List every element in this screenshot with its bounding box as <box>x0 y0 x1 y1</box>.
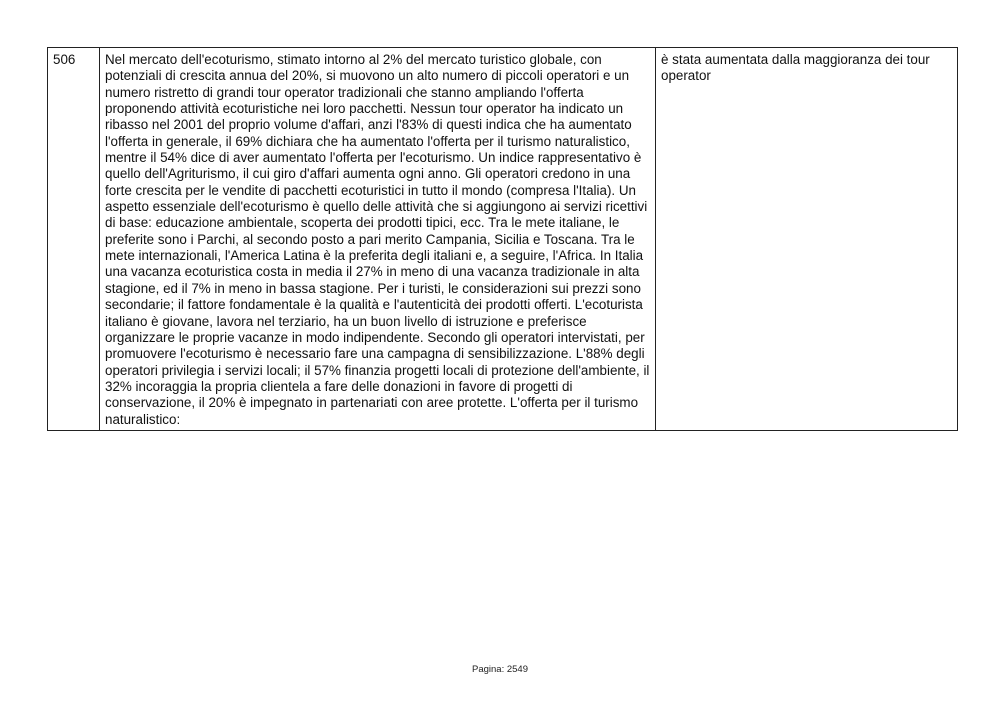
content-table <box>47 47 958 431</box>
row-text-cell: Nel mercato dell'ecoturismo, stimato intorno al 2% del mercato turistico globale, con potenziali di crescita annua del 20%, si muovono un alto numero di piccoli operatori e un numero ristretto di grandi tour operator tradizionali che stanno ampliando l'offerta proponendo attività ecoturistiche nei loro pacchetti. Nessun tour operator ha indicato un ribasso nel 2001 del proprio volume d'affari, anzi l'83% di questi indica che ha aumentato l'offerta in generale, il 69% dichiara che ha aumentato l'offerta per il turismo naturalistico, mentre il 54% dice di aver aumentato l'offerta per l'ecoturismo. Un indice rappresentativo è quello dell'Agriturismo, il cui giro d'affari aumenta ogni anno. Gli operatori credono in una forte crescita per le vendite di pacchetti ecoturistici in tutto il mondo (compresa l'Italia). Un aspetto essenziale dell'ecoturismo è quello delle attività che si aggiungono ai servizi ricettivi di base: educazione ambientale, scoperta dei prodotti tipici, ecc. Tra le mete italiane, le preferite sono i Parchi, al secondo posto a pari merito Campania, Sicilia e Toscana. Tra le mete internazionali, l'America Latina è la preferita degli italiani e, a seguire, l'Africa. In Italia una vacanza ecoturistica costa in media il 27% in meno di una vacanza tradizionale in alta stagione, ed il 7% in meno in bassa stagione. Per i turisti, le considerazioni sui prezzi sono secondarie; il fattore fondamentale è la qualità e l'autenticità dei prodotti offerti. L'ecoturista italiano è giovane, lavora nel terziario, ha un buon livello di istruzione e preferisce organizzare le proprie vacanze in modo indipendente. Secondo gli operatori intervistati, per promuovere l'ecoturismo è necessario fare una campagna di sensibilizzazione. L'88% degli operatori privilegia i servizi locali; il 57% finanzia progetti locali di protezione dell'ambiente, il 32% incoraggia la propria clientela a fare delle donazioni in favore di progetti di conservazione, il 20% è impegnato in partenariati con aree protette. L'offerta per il turismo naturalistico: <box>100 48 656 431</box>
page-number: Pagina: 2549 <box>472 664 528 675</box>
row-id-cell: 506 <box>48 48 100 431</box>
table-row <box>48 48 958 431</box>
row-note-cell: è stata aumentata dalla maggioranza dei tour operator <box>656 48 958 431</box>
